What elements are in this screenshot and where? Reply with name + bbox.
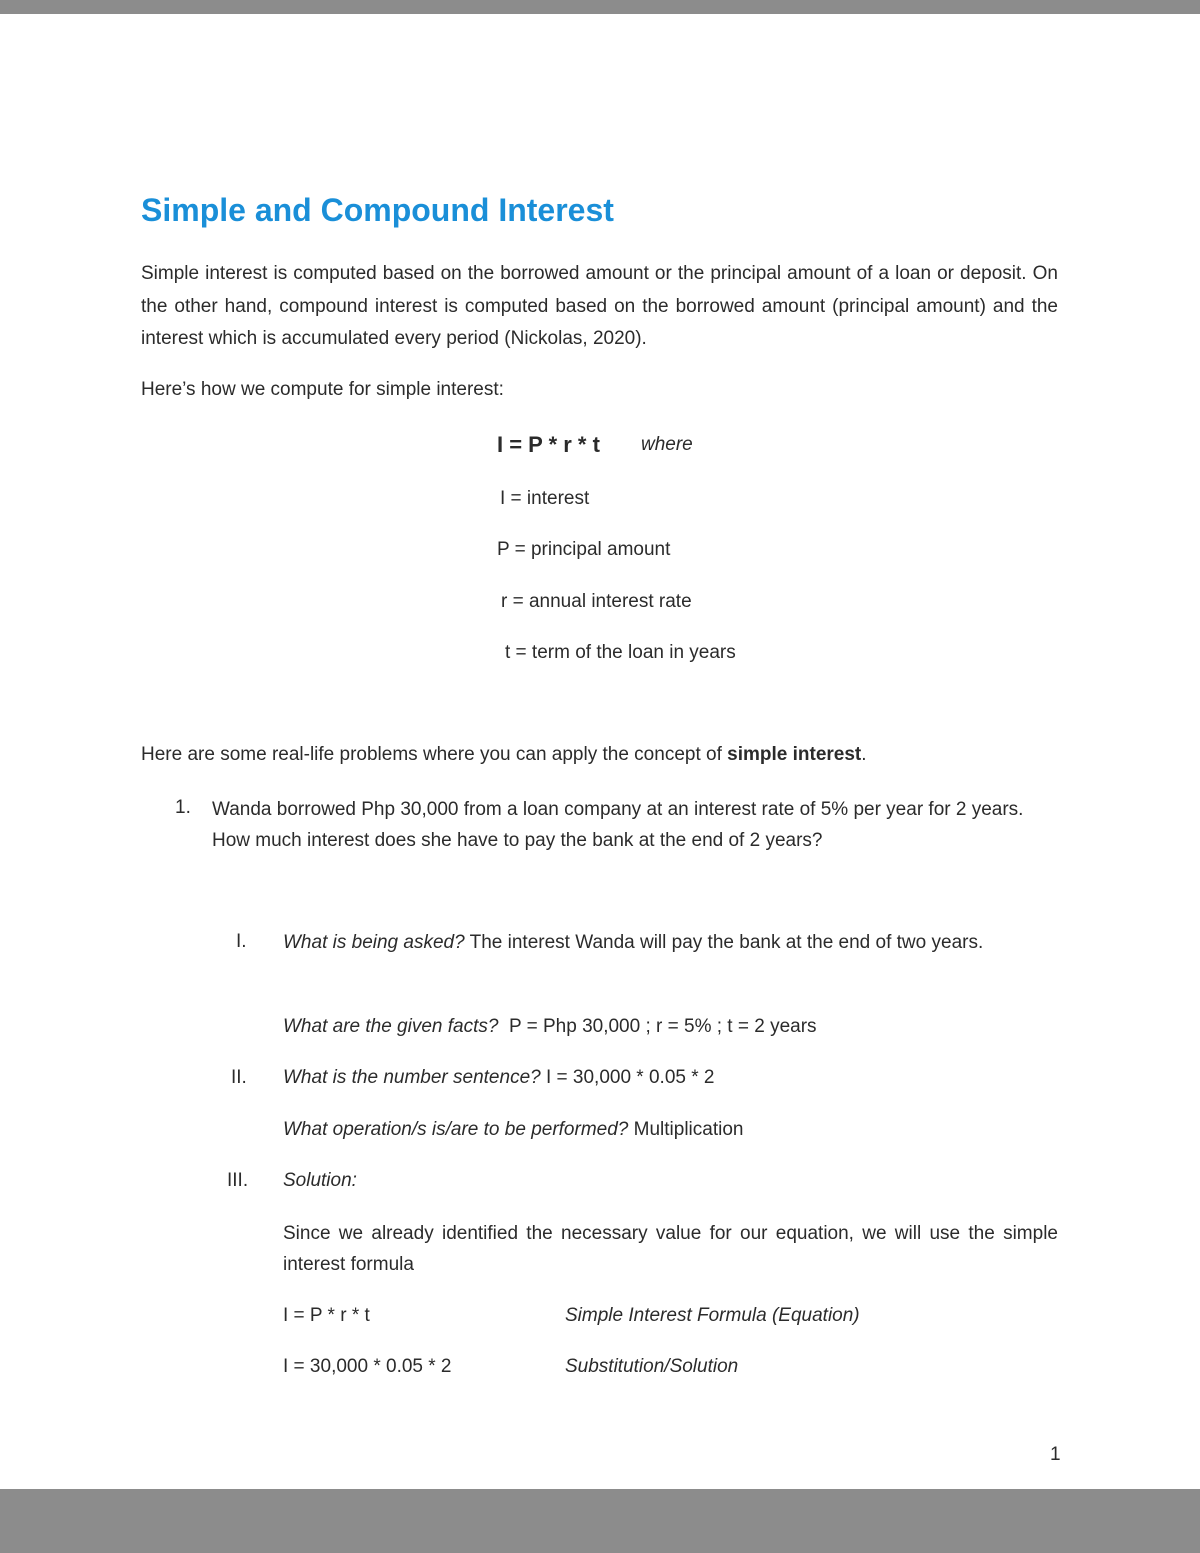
bottom-frame-bar xyxy=(0,1489,1200,1553)
asked-question: What is being asked? xyxy=(283,932,465,953)
compute-intro: Here’s how we compute for simple interest: xyxy=(141,379,504,400)
step-3-numeral: III. xyxy=(227,1170,249,1191)
facts-question: What are the given facts? xyxy=(283,1016,499,1037)
intro-paragraph: Simple interest is computed based on the borrowed amount or the principal amount of a loan or deposit. On the other hand, compound interest is computed based on the borrowed amount (principal amount) and the interest which is accumulated every period (Nickolas, 2020). xyxy=(141,263,1058,349)
page-number: 1 xyxy=(1050,1444,1061,1465)
operation-answer: Multiplication xyxy=(628,1119,744,1140)
variable-principal: P = principal amount xyxy=(497,539,671,560)
problems-intro-bold: simple interest xyxy=(727,744,862,765)
problems-intro xyxy=(141,744,867,766)
problems-intro-text: Here are some real-life problems where you can apply the concept of xyxy=(141,744,728,765)
asked-answer: The interest Wanda will pay the bank at the end of two years. xyxy=(464,932,984,953)
step-asked xyxy=(283,927,1058,960)
formula-where-label: where xyxy=(641,434,693,455)
problems-intro-end: . xyxy=(861,744,867,765)
problem-text: Wanda borrowed Php 30,000 from a loan company at an interest rate of 5% per year for 2 years. How much interest does she have to pay the bank at the end of 2 years? xyxy=(212,799,1024,851)
equation-2-expr: I = 30,000 * 0.05 * 2 xyxy=(283,1356,452,1377)
variable-rate: r = annual interest rate xyxy=(501,591,692,612)
solution-text: Since we already identified the necessary value for our equation, we will use the simple interest formula xyxy=(283,1223,1058,1275)
page-title: Simple and Compound Interest xyxy=(141,192,614,228)
document-page xyxy=(0,14,1200,1489)
step-facts xyxy=(283,1016,817,1038)
step-1-numeral: I. xyxy=(236,931,247,952)
formula-expression: I = P * r * t xyxy=(497,432,600,457)
top-frame-bar xyxy=(0,0,1200,14)
facts-answer: P = Php 30,000 ; r = 5% ; t = 2 years xyxy=(498,1016,817,1037)
operation-question: What operation/s is/are to be performed? xyxy=(283,1119,629,1140)
variable-term: t = term of the loan in years xyxy=(505,642,736,663)
problem-number: 1. xyxy=(175,797,191,818)
sentence-answer: I = 30,000 * 0.05 * 2 xyxy=(540,1067,715,1088)
equation-2-note: Substitution/Solution xyxy=(565,1356,739,1377)
step-sentence xyxy=(283,1067,714,1089)
equation-1-expr: I = P * r * t xyxy=(283,1305,370,1326)
step-operation xyxy=(283,1119,743,1141)
variable-interest: I = interest xyxy=(500,488,590,509)
sentence-question: What is the number sentence? xyxy=(283,1067,541,1088)
solution-label: Solution: xyxy=(283,1170,357,1191)
step-2-numeral: II. xyxy=(231,1067,247,1088)
equation-1-note: Simple Interest Formula (Equation) xyxy=(565,1305,860,1326)
